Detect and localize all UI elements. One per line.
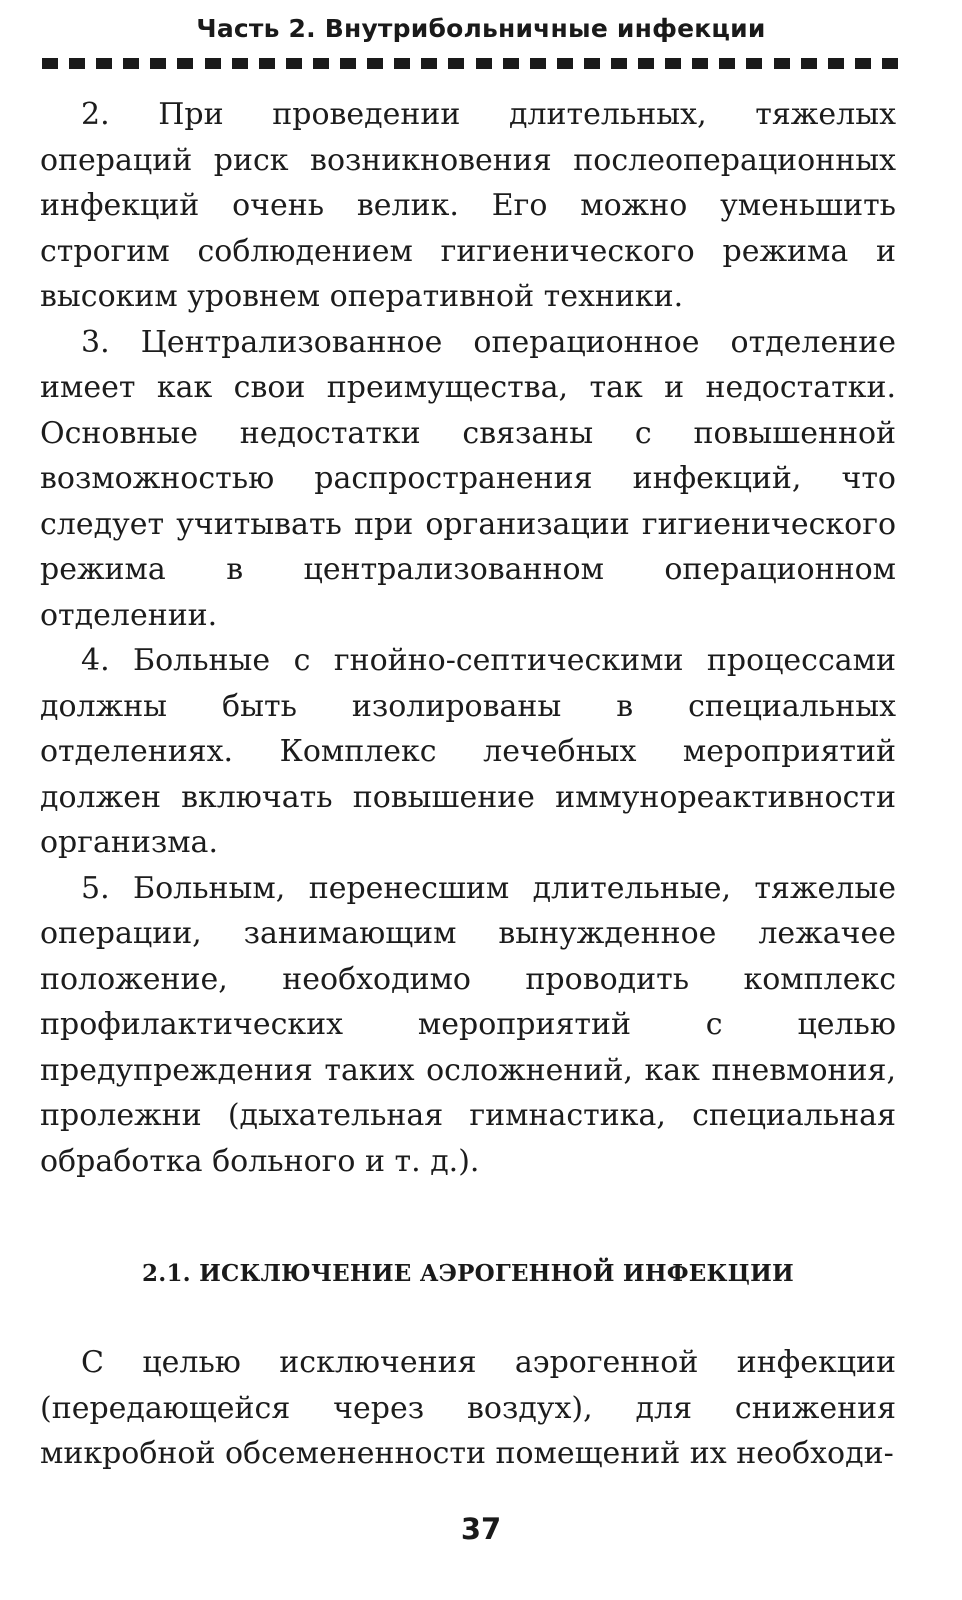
- rule-dash: [96, 58, 112, 69]
- rule-dash: [774, 58, 790, 69]
- rule-dash: [503, 58, 519, 69]
- paragraph-item-5: 5. Больным, перенесшим длительные, тяжелые операции, занимающим вынужденное лежачее положение, необходимо проводить комплекс профилактических мероприятий с целью предупреждения таких осложнений, как пневмония, пролежни (дыхательная гимнастика, специальная обработка больного и т. д.).: [40, 870, 896, 1179]
- section-body: [40, 1340, 896, 1477]
- rule-dash: [801, 58, 817, 69]
- rule-dash: [313, 58, 329, 69]
- page-number: 37: [460, 1512, 502, 1546]
- rule-dash: [259, 58, 275, 69]
- paragraph-item-4: 4. Больные с гнойно-септическими процессами должны быть изолированы в специальных отделениях. Комплекс лечебных мероприятий должен включать повышение иммунореактивности организма.: [40, 643, 896, 860]
- rule-dash: [665, 58, 681, 69]
- section-heading: 2.1. ИСКЛЮЧЕНИЕ АЭРОГЕННОЙ ИНФЕКЦИИ: [142, 1260, 794, 1287]
- rule-dash: [123, 58, 139, 69]
- rule-dash: [448, 58, 464, 69]
- rule-dash: [476, 58, 492, 69]
- rule-dash: [177, 58, 193, 69]
- rule-dash: [855, 58, 871, 69]
- rule-dash: [394, 58, 410, 69]
- rule-dash: [205, 58, 221, 69]
- rule-dash: [232, 58, 248, 69]
- rule-dash: [69, 58, 85, 69]
- rule-dash: [638, 58, 654, 69]
- rule-dash: [828, 58, 844, 69]
- body-text: [40, 92, 896, 1184]
- rule-dash: [340, 58, 356, 69]
- rule-dash: [611, 58, 627, 69]
- rule-dash: [530, 58, 546, 69]
- rule-dash: [421, 58, 437, 69]
- section-paragraph: С целью исключения аэрогенной инфекции (передающейся через воздух), для снижения микробной обсемененности помещений их необходи-: [40, 1345, 896, 1471]
- running-head: Часть 2. Внутрибольничные инфекции: [196, 14, 766, 43]
- dashed-rule-divider: [42, 58, 898, 70]
- paragraph-item-2: 2. При проведении длительных, тяжелых операций риск возникновения послеоперационных инфекций очень велик. Его можно уменьшить строгим соблюдением гигиенического режима и высоким уровнем оперативной техники.: [40, 97, 896, 314]
- rule-dash: [42, 58, 58, 69]
- rule-dash: [584, 58, 600, 69]
- rule-dash: [719, 58, 735, 69]
- rule-dash: [557, 58, 573, 69]
- rule-dash: [882, 58, 898, 69]
- rule-dash: [746, 58, 762, 69]
- rule-dash: [367, 58, 383, 69]
- paragraph-item-3: 3. Централизованное операционное отделение имеет как свои преимущества, так и недостатки. Основные недостатки связаны с повышенной возможностью распространения инфекций, что следует учитывать при организации гигиенического режима в централизованном операционном отделении.: [40, 324, 896, 633]
- rule-dash: [692, 58, 708, 69]
- rule-dash: [286, 58, 302, 69]
- rule-dash: [150, 58, 166, 69]
